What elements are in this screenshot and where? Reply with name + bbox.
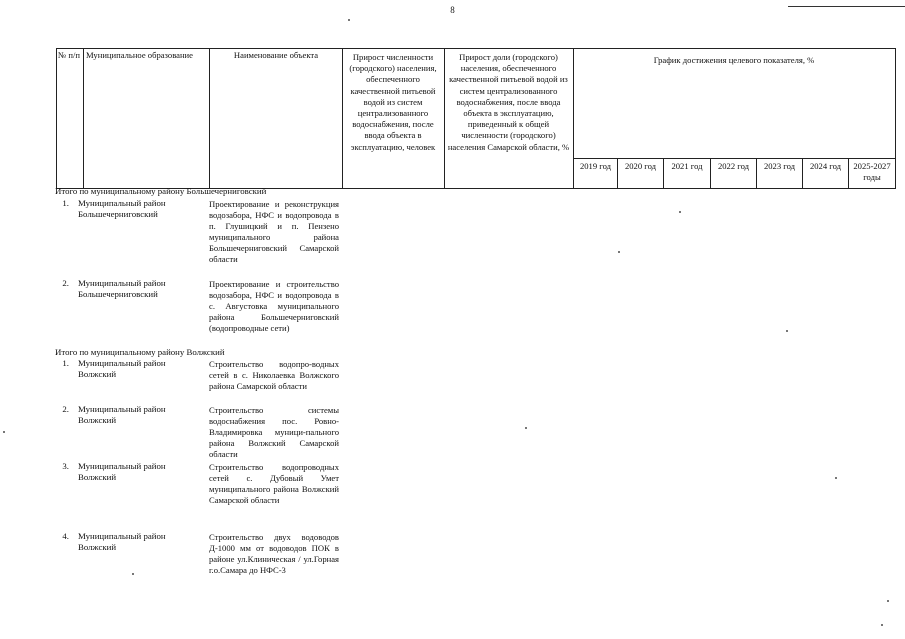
row-municipality: Муниципальный район Волжский — [78, 461, 166, 482]
row-number: 1. — [62, 358, 69, 368]
scan-speck — [618, 251, 620, 253]
page-number: 8 — [450, 5, 455, 15]
scan-speck — [887, 600, 889, 602]
col-border — [83, 48, 84, 189]
section-total-bolshechernigovsky: Итого по муниципальному району Большечерниговский — [55, 186, 267, 196]
row-object: Проектирование и строительство водозабора, НФС и водопровода в с. Августовка муниципального района Большечерниговский (водопроводные сети) — [209, 279, 339, 333]
row-municipality: Муниципальный район Большечерниговский — [78, 198, 166, 219]
row-number: 2. — [62, 404, 69, 414]
row-object: Строительство водопро-водных сетей в с. Николаевка Волжского района Самарской области — [209, 359, 339, 391]
scan-speck — [132, 573, 134, 575]
scan-speck — [348, 19, 350, 21]
header-municipality: Муниципальное образование — [86, 50, 193, 60]
scan-speck — [786, 330, 788, 332]
header-population-growth: Прирост численности (городского) населения, обеспеченного качественной питьевой водой из систем централизованного водоснабжения, после ввода объекта в эксплуатацию, человек — [349, 52, 437, 152]
header-top-border — [56, 48, 896, 49]
header-schedule: График достижения целевого показателя, % — [653, 55, 815, 65]
year-2022: 2022 год — [717, 161, 750, 171]
row-municipality: Муниципальный район Волжский — [78, 358, 166, 379]
row-municipality: Муниципальный район Волжский — [78, 404, 166, 425]
row-object: Строительство двух водоводов Д-1000 мм от водоводов ПОК в районе ул.Клиническая / ул.Горная г.о.Самара до НФС-3 — [209, 532, 339, 575]
scan-speck — [525, 427, 527, 429]
header-share-growth: Прирост доли (городского) населения, обеспеченного качественной питьевой водой из систем централизованного водоснабжения, после ввода объекта в эксплуатацию, приведенный к общей численности (городского) населения Самарской области, % — [447, 52, 570, 152]
col-border — [342, 48, 343, 189]
row-object: Строительство системы водоснабжения пос. Ровно-Владимировка муници-пального района Волжский Самарской области — [209, 405, 339, 459]
row-number: 1. — [62, 198, 69, 208]
row-object: Строительство водопроводных сетей с. Дубовый Умет муниципального района Волжский Самарской области — [209, 462, 339, 505]
row-municipality: Муниципальный район Большечерниговский — [78, 278, 166, 299]
header-object: Наименование объекта — [233, 50, 319, 60]
row-object: Проектирование и реконструкция водозабора, НФС и водопровода в п. Глушицкий и п. Пензено муниципального района Большечерниговский Самарской области — [209, 199, 339, 264]
year-2021: 2021 год — [671, 161, 703, 171]
col-border — [56, 48, 57, 189]
row-number: 3. — [62, 461, 69, 471]
scan-speck — [835, 477, 837, 479]
row-number: 4. — [62, 531, 69, 541]
scan-speck — [3, 431, 5, 433]
col-border — [444, 48, 445, 189]
year-2019: 2019 год — [579, 161, 612, 171]
section-total-volzhsky: Итого по муниципальному району Волжский — [55, 347, 225, 357]
col-border — [209, 48, 210, 189]
header-num: № п/п — [58, 50, 80, 60]
scan-speck — [881, 624, 883, 626]
col-border — [895, 48, 896, 189]
scan-speck — [679, 211, 681, 213]
scan-edge-line — [788, 6, 905, 7]
row-number: 2. — [62, 278, 69, 288]
year-2020: 2020 год — [624, 161, 657, 171]
year-2024: 2024 год — [809, 161, 842, 171]
year-2023: 2023 год — [763, 161, 796, 171]
year-2025-2027: 2025-2027 годы — [853, 161, 891, 182]
row-municipality: Муниципальный район Волжский — [78, 531, 166, 552]
